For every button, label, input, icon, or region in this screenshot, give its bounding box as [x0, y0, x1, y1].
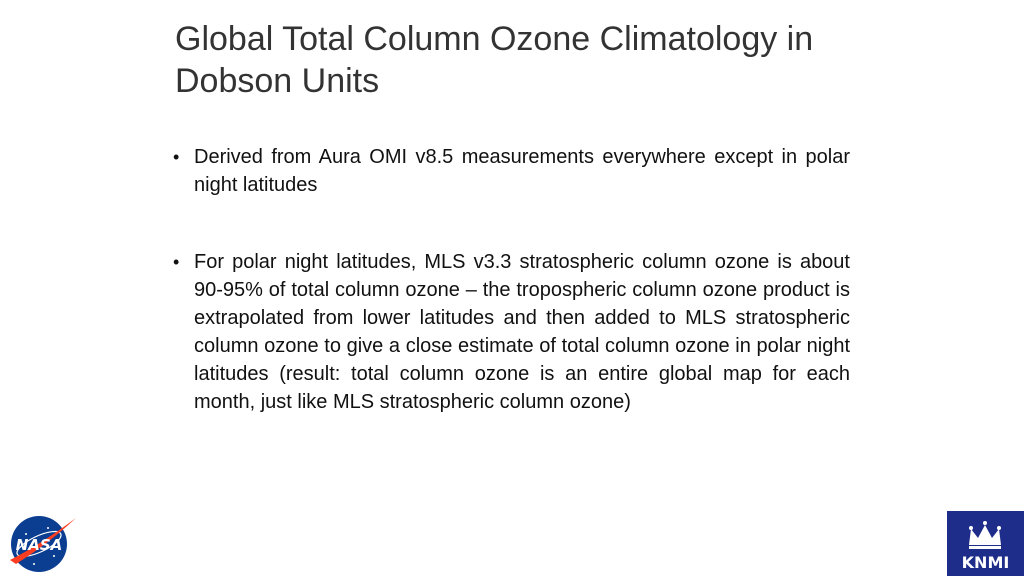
nasa-logo [4, 512, 78, 574]
knmi-wordmark: KNMI [961, 553, 1010, 572]
bullet-list [170, 143, 850, 416]
nasa-wordmark: NASA [15, 536, 63, 554]
bullet-item [170, 248, 850, 416]
knmi-logo [947, 511, 1024, 576]
slide-title: Global Total Column Ozone Climatology in Dobson Units [175, 20, 814, 100]
bullet-dot-icon: • [173, 252, 180, 272]
bullet-dot-icon: • [173, 147, 180, 167]
bullet-text: Derived from Aura OMI v8.5 measurements everywhere except in polar night latitudes [194, 146, 850, 196]
bullet-item [170, 143, 850, 199]
bullet-text: For polar night latitudes, MLS v3.3 stratospheric column ozone is about 90-95% of total column ozone – the tropospheric column ozone product is extrapolated from lower latitudes and then added to MLS stratospheric column ozone to give a close estimate of total column ozone in polar night latitudes (result: total column ozone is an entire global map for each month, just like MLS stratospheric column ozone) [194, 251, 850, 413]
